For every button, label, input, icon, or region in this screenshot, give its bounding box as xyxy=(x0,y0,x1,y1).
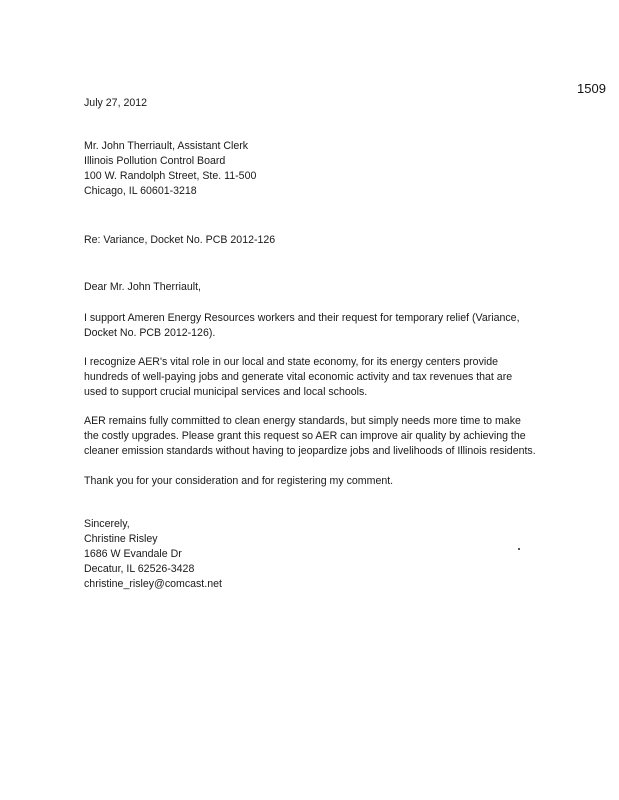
paragraph-line: Docket No. PCB 2012-126). xyxy=(84,327,216,339)
letter-date xyxy=(84,96,554,111)
subject-text: Re: Variance, Docket No. PCB 2012-126 xyxy=(84,234,276,246)
recipient-city: Chicago, IL 60601-3218 xyxy=(84,185,197,197)
body-paragraph-2 xyxy=(84,355,554,400)
signature-block xyxy=(84,517,554,592)
paragraph-line: hundreds of well-paying jobs and generate vital economic activity and tax revenues that are xyxy=(84,371,513,383)
sender-name: Christine Risley xyxy=(84,533,158,545)
date-text: July 27, 2012 xyxy=(84,97,148,109)
recipient-street: 100 W. Randolph Street, Ste. 11-500 xyxy=(84,170,257,182)
paragraph-line: cleaner emission standards without having to jeopardize jobs and livelihoods of Illinois residents. xyxy=(84,445,536,457)
recipient-organization: Illinois Pollution Control Board xyxy=(84,155,226,167)
paragraph-line: AER remains fully committed to clean energy standards, but simply needs more time to make xyxy=(84,415,521,427)
paragraph-line: the costly upgrades. Please grant this request so AER can improve air quality by achieving the xyxy=(84,430,526,442)
subject-line xyxy=(84,233,554,248)
paragraph-line: used to support crucial municipal services and local schools. xyxy=(84,386,368,398)
paragraph-line: I recognize AER's vital role in our local and state economy, for its energy centers provide xyxy=(84,356,499,368)
salutation xyxy=(84,280,554,295)
sender-street: 1686 W Evandale Dr xyxy=(84,548,182,560)
closing: Sincerely, xyxy=(84,518,130,530)
recipient-name: Mr. John Therriault, Assistant Clerk xyxy=(84,140,249,152)
paragraph-line: I support Ameren Energy Resources workers and their request for temporary relief (Variance, xyxy=(84,312,520,324)
body-paragraph-1 xyxy=(84,311,554,341)
salutation-text: Dear Mr. John Therriault, xyxy=(84,281,201,293)
body-paragraph-4 xyxy=(84,474,554,489)
scan-speck xyxy=(518,548,520,550)
page-number: 1509 xyxy=(577,81,606,96)
body-paragraph-3 xyxy=(84,414,554,459)
paragraph-line: Thank you for your consideration and for registering my comment. xyxy=(84,475,394,487)
recipient-address xyxy=(84,139,554,199)
sender-email: christine_risley@comcast.net xyxy=(84,578,222,590)
sender-city: Decatur, IL 62526-3428 xyxy=(84,563,195,575)
